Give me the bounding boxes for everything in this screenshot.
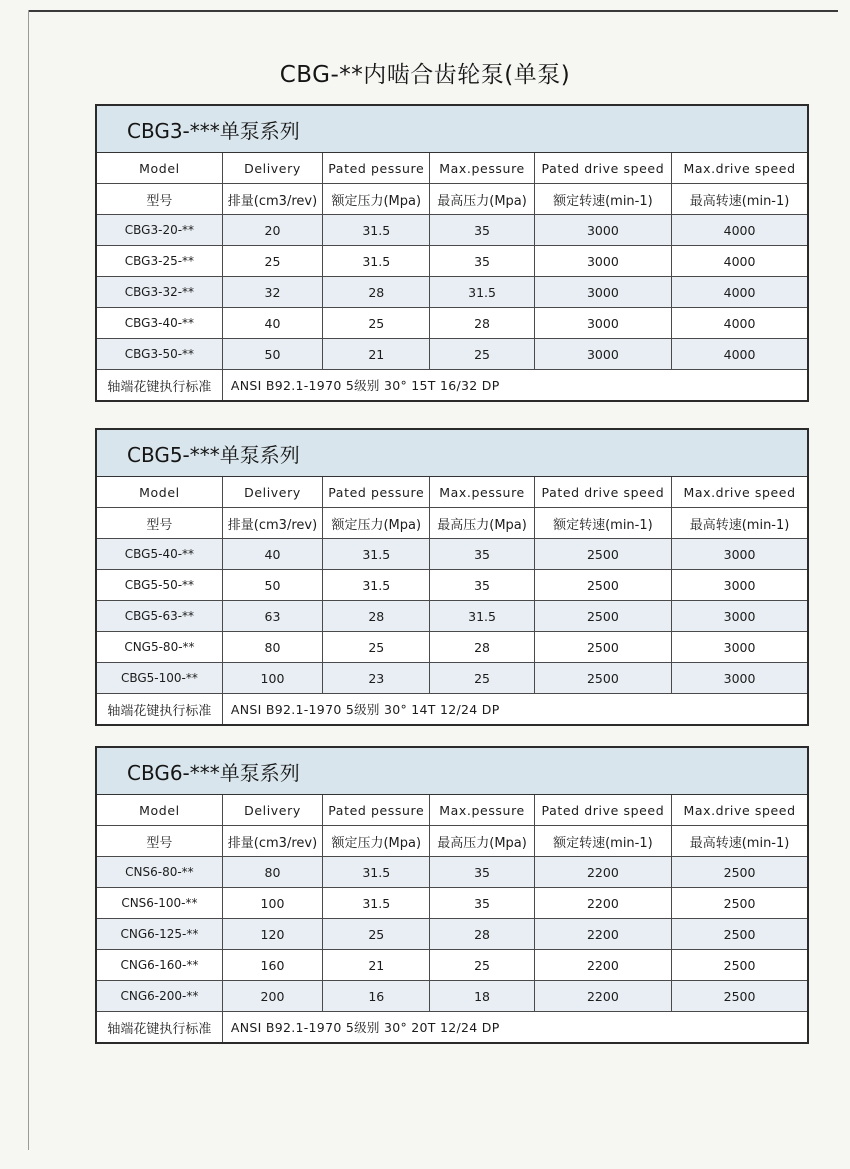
- column-header-en: Pated pessure: [323, 153, 430, 184]
- header-row-en: [97, 477, 807, 508]
- column-header-cn: 最高压力(Mpa): [430, 826, 534, 857]
- table-row: [97, 339, 807, 370]
- page-left-rule: [28, 10, 29, 1150]
- column-header-cn: 最高转速(min-1): [672, 826, 807, 857]
- value-cell: 3000: [534, 246, 671, 277]
- model-cell: CBG3-32-**: [97, 277, 222, 308]
- column-header-en: Pated drive speed: [534, 477, 671, 508]
- model-cell: CNS6-80-**: [97, 857, 222, 888]
- table-row: [97, 308, 807, 339]
- model-cell: CNG6-200-**: [97, 981, 222, 1012]
- value-cell: 20: [222, 215, 322, 246]
- value-cell: 25: [430, 950, 534, 981]
- value-cell: 18: [430, 981, 534, 1012]
- series-title: CBG5-***单泵系列: [97, 430, 807, 477]
- series-block-cbg6: [95, 746, 809, 1044]
- series-block-cbg5: [95, 428, 809, 726]
- value-cell: 3000: [672, 570, 807, 601]
- column-header-cn: 排量(cm3/rev): [222, 508, 322, 539]
- column-header-en: Delivery: [222, 153, 322, 184]
- value-cell: 25: [323, 632, 430, 663]
- column-header-cn: 最高压力(Mpa): [430, 184, 534, 215]
- header-row-en: [97, 153, 807, 184]
- table-row: [97, 601, 807, 632]
- table-row: [97, 663, 807, 694]
- value-cell: 28: [323, 277, 430, 308]
- series-block-cbg3: [95, 104, 809, 402]
- column-header-cn: 最高转速(min-1): [672, 508, 807, 539]
- value-cell: 21: [323, 950, 430, 981]
- column-header-en: Pated drive speed: [534, 153, 671, 184]
- column-header-cn: 额定转速(min-1): [534, 508, 671, 539]
- value-cell: 120: [222, 919, 322, 950]
- value-cell: 31.5: [430, 601, 534, 632]
- model-cell: CNS6-100-**: [97, 888, 222, 919]
- value-cell: 25: [430, 339, 534, 370]
- column-header-en: Model: [97, 795, 222, 826]
- model-cell: CNG5-80-**: [97, 632, 222, 663]
- value-cell: 35: [430, 215, 534, 246]
- header-row-cn: [97, 184, 807, 215]
- series-title: CBG3-***单泵系列: [97, 106, 807, 153]
- value-cell: 25: [430, 663, 534, 694]
- value-cell: 35: [430, 246, 534, 277]
- column-header-cn: 额定压力(Mpa): [323, 826, 430, 857]
- value-cell: 2500: [672, 950, 807, 981]
- column-header-en: Delivery: [222, 795, 322, 826]
- value-cell: 25: [323, 308, 430, 339]
- value-cell: 200: [222, 981, 322, 1012]
- value-cell: 31.5: [323, 888, 430, 919]
- value-cell: 2500: [534, 539, 671, 570]
- value-cell: 35: [430, 857, 534, 888]
- value-cell: 2200: [534, 857, 671, 888]
- value-cell: 31.5: [430, 277, 534, 308]
- column-header-cn: 排量(cm3/rev): [222, 184, 322, 215]
- value-cell: 3000: [534, 215, 671, 246]
- table-row: [97, 246, 807, 277]
- value-cell: 23: [323, 663, 430, 694]
- table-row: [97, 215, 807, 246]
- standard-value: ANSI B92.1-1970 5级别 30° 14T 12/24 DP: [222, 694, 807, 725]
- column-header-en: Max.drive speed: [672, 477, 807, 508]
- table-row: [97, 857, 807, 888]
- column-header-cn: 最高压力(Mpa): [430, 508, 534, 539]
- value-cell: 2500: [672, 857, 807, 888]
- value-cell: 2500: [672, 981, 807, 1012]
- model-cell: CBG3-25-**: [97, 246, 222, 277]
- value-cell: 32: [222, 277, 322, 308]
- column-header-en: Max.drive speed: [672, 153, 807, 184]
- spec-table: [97, 477, 807, 724]
- column-header-en: Max.pessure: [430, 795, 534, 826]
- value-cell: 2500: [672, 888, 807, 919]
- value-cell: 28: [430, 308, 534, 339]
- column-header-cn: 最高转速(min-1): [672, 184, 807, 215]
- spec-table: [97, 153, 807, 400]
- value-cell: 4000: [672, 308, 807, 339]
- value-cell: 3000: [672, 539, 807, 570]
- table-row: [97, 888, 807, 919]
- value-cell: 35: [430, 539, 534, 570]
- standard-row: [97, 694, 807, 725]
- value-cell: 31.5: [323, 857, 430, 888]
- model-cell: CBG5-100-**: [97, 663, 222, 694]
- value-cell: 2200: [534, 919, 671, 950]
- standard-value: ANSI B92.1-1970 5级别 30° 20T 12/24 DP: [222, 1012, 807, 1043]
- table-row: [97, 570, 807, 601]
- standard-row: [97, 370, 807, 401]
- value-cell: 100: [222, 888, 322, 919]
- value-cell: 35: [430, 888, 534, 919]
- value-cell: 28: [430, 632, 534, 663]
- column-header-en: Max.pessure: [430, 153, 534, 184]
- value-cell: 2200: [534, 888, 671, 919]
- value-cell: 31.5: [323, 246, 430, 277]
- column-header-cn: 排量(cm3/rev): [222, 826, 322, 857]
- value-cell: 2500: [534, 601, 671, 632]
- value-cell: 35: [430, 570, 534, 601]
- value-cell: 21: [323, 339, 430, 370]
- table-row: [97, 632, 807, 663]
- value-cell: 31.5: [323, 215, 430, 246]
- value-cell: 4000: [672, 215, 807, 246]
- value-cell: 31.5: [323, 570, 430, 601]
- value-cell: 50: [222, 570, 322, 601]
- model-cell: CBG5-50-**: [97, 570, 222, 601]
- value-cell: 50: [222, 339, 322, 370]
- standard-row: [97, 1012, 807, 1043]
- document-title: CBG-**内啮合齿轮泵(单泵): [279, 62, 571, 88]
- column-header-cn: 额定压力(Mpa): [323, 184, 430, 215]
- model-cell: CBG5-63-**: [97, 601, 222, 632]
- header-row-cn: [97, 826, 807, 857]
- column-header-cn: 额定压力(Mpa): [323, 508, 430, 539]
- value-cell: 3000: [672, 601, 807, 632]
- standard-label: 轴端花键执行标准: [97, 694, 222, 725]
- value-cell: 3000: [534, 277, 671, 308]
- standard-value: ANSI B92.1-1970 5级别 30° 15T 16/32 DP: [222, 370, 807, 401]
- value-cell: 28: [323, 601, 430, 632]
- value-cell: 63: [222, 601, 322, 632]
- column-header-en: Model: [97, 477, 222, 508]
- model-cell: CBG3-50-**: [97, 339, 222, 370]
- value-cell: 3000: [672, 632, 807, 663]
- column-header-cn: 型号: [97, 826, 222, 857]
- value-cell: 3000: [534, 339, 671, 370]
- value-cell: 28: [430, 919, 534, 950]
- value-cell: 2500: [534, 663, 671, 694]
- value-cell: 100: [222, 663, 322, 694]
- value-cell: 3000: [534, 308, 671, 339]
- column-header-en: Pated pessure: [323, 795, 430, 826]
- value-cell: 4000: [672, 339, 807, 370]
- page-top-rule: [28, 10, 838, 12]
- table-row: [97, 981, 807, 1012]
- value-cell: 2500: [534, 632, 671, 663]
- value-cell: 2200: [534, 981, 671, 1012]
- column-header-en: Max.drive speed: [672, 795, 807, 826]
- column-header-en: Pated drive speed: [534, 795, 671, 826]
- value-cell: 40: [222, 539, 322, 570]
- value-cell: 80: [222, 632, 322, 663]
- column-header-en: Delivery: [222, 477, 322, 508]
- spec-table: [97, 795, 807, 1042]
- standard-label: 轴端花键执行标准: [97, 1012, 222, 1043]
- header-row-en: [97, 795, 807, 826]
- model-cell: CBG3-40-**: [97, 308, 222, 339]
- column-header-en: Pated pessure: [323, 477, 430, 508]
- table-row: [97, 539, 807, 570]
- column-header-cn: 额定转速(min-1): [534, 184, 671, 215]
- value-cell: 16: [323, 981, 430, 1012]
- value-cell: 2500: [534, 570, 671, 601]
- value-cell: 2500: [672, 919, 807, 950]
- column-header-cn: 型号: [97, 508, 222, 539]
- value-cell: 40: [222, 308, 322, 339]
- value-cell: 80: [222, 857, 322, 888]
- column-header-cn: 型号: [97, 184, 222, 215]
- value-cell: 160: [222, 950, 322, 981]
- value-cell: 31.5: [323, 539, 430, 570]
- model-cell: CNG6-125-**: [97, 919, 222, 950]
- series-title: CBG6-***单泵系列: [97, 748, 807, 795]
- model-cell: CBG3-20-**: [97, 215, 222, 246]
- model-cell: CNG6-160-**: [97, 950, 222, 981]
- standard-label: 轴端花键执行标准: [97, 370, 222, 401]
- table-row: [97, 950, 807, 981]
- header-row-cn: [97, 508, 807, 539]
- value-cell: 4000: [672, 246, 807, 277]
- value-cell: 25: [323, 919, 430, 950]
- column-header-en: Model: [97, 153, 222, 184]
- model-cell: CBG5-40-**: [97, 539, 222, 570]
- value-cell: 4000: [672, 277, 807, 308]
- value-cell: 25: [222, 246, 322, 277]
- column-header-cn: 额定转速(min-1): [534, 826, 671, 857]
- value-cell: 2200: [534, 950, 671, 981]
- table-row: [97, 919, 807, 950]
- table-row: [97, 277, 807, 308]
- value-cell: 3000: [672, 663, 807, 694]
- column-header-en: Max.pessure: [430, 477, 534, 508]
